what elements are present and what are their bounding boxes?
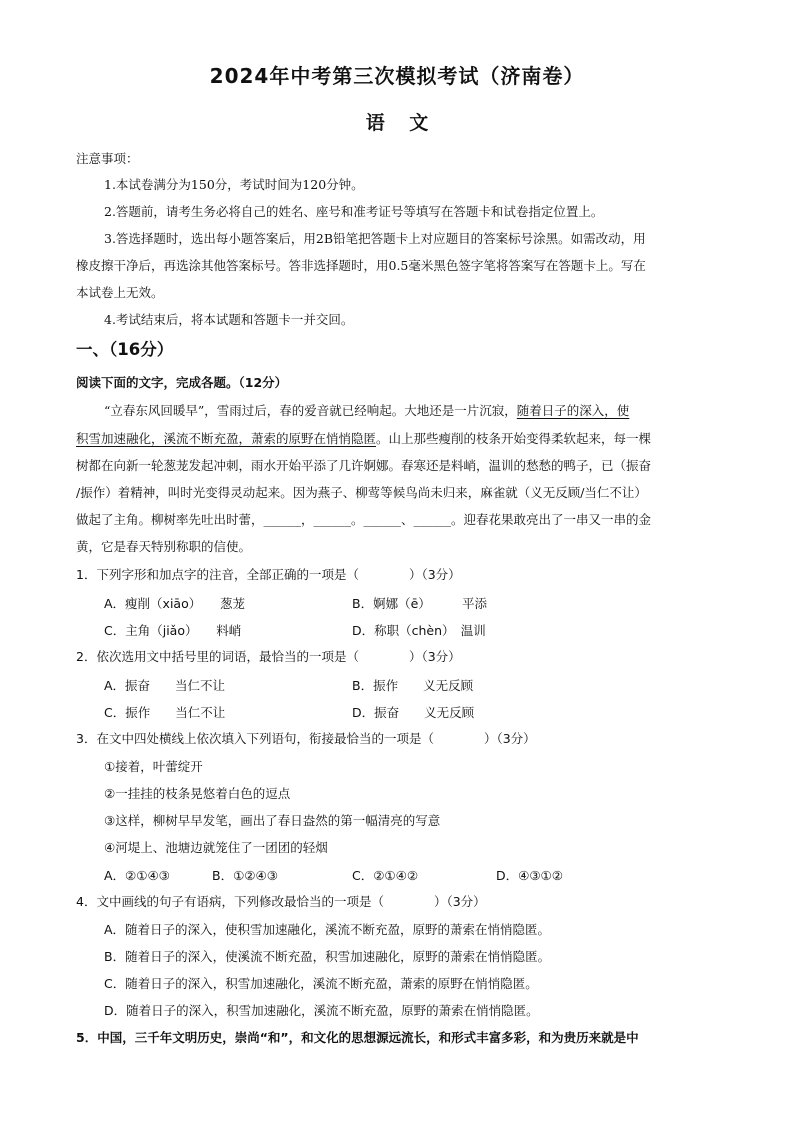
q1-option-d: D．称职（chèn） 温训 xyxy=(352,623,486,638)
passage-line-3: 树都在向新一轮葱茏发起冲刺，雨水开始平添了几许婀娜。春寒还是料峭，温训的愁愁的鸭子，已（振奋 xyxy=(76,458,652,473)
section-heading: 一、（16分） xyxy=(76,340,174,359)
q1-option-c: C．主角（jiǎo） 料峭 xyxy=(104,623,242,638)
question-3-stem: 3．在文中四处横线上依次填入下列语句，衔接最恰当的一项是（ ）（3分） xyxy=(76,731,536,746)
q4-option-b: B．随着日子的深入，使溪流不断充盈，积雪加速融化，原野的萧索在悄悄隐匿。 xyxy=(104,949,551,964)
q1-option-b: B．婀娜（ē） 平添 xyxy=(352,596,488,611)
q2-option-c: C．振作 当仁不让 xyxy=(104,705,226,720)
q1-option-a: A．瘦削（xiāo） 葱茏 xyxy=(104,596,245,611)
exam-title: 2024年中考第三次模拟考试（济南卷） xyxy=(209,64,585,88)
notice-item-3-line-3: 本试卷上无效。 xyxy=(76,285,164,300)
passage-text: “立春东风回暖早”，雪雨过后，春的爱音就已经响起。大地还是一片沉寂， xyxy=(104,403,517,418)
q3-option-d: D．④③①② xyxy=(496,868,563,883)
notice-item-3-line-1: 3.答选择题时，选出每小题答案后，用2B铅笔把答题卡上对应题目的答案标号涂黑。如需改动，用 xyxy=(104,231,646,246)
passage-line-4: /振作）着精神，叫时光变得灵动起来。因为燕子、柳莺等候鸟尚未归来，麻雀就（义无反顾/当仁不让） xyxy=(76,485,647,500)
question-5-stem: 5．中国，三千年文明历史，崇尚“和”，和文化的思想源远流长，和形式丰富多彩，和为贵历来就是中 xyxy=(76,1030,639,1045)
q2-option-b: B．振作 义无反顾 xyxy=(352,678,474,693)
q4-option-c: C．随着日子的深入，积雪加速融化，溪流不断充盈，萧索的原野在悄悄隐匿。 xyxy=(104,976,538,991)
passage-text: 。山上那些瘦削的枝条开始变得柔软起来，每一棵 xyxy=(376,431,652,446)
question-2-stem: 2．依次选用文中括号里的词语，最恰当的一项是（ ）（3分） xyxy=(76,649,461,664)
passage-line-6: 黄，它是春天特别称职的信使。 xyxy=(76,539,252,554)
notice-item-3-line-2: 橡皮擦干净后，再选涂其他答案标号。答非选择题时，用0.5毫米黑色签字笔将答案写在答题卡上。写在 xyxy=(76,258,646,273)
passage-line-5: 做起了主角。柳树率先吐出时蕾，______，______。______、______。迎春花果敢亮出了一串又一串的金 xyxy=(76,512,652,527)
passage-line-1 xyxy=(104,402,629,420)
reading-instruction: 阅读下面的文字，完成各题。（12分） xyxy=(76,375,288,390)
notice-heading: 注意事项： xyxy=(76,151,139,166)
q3-option-a: A．②①④③ xyxy=(104,868,170,883)
question-4-stem: 4．文中画线的句子有语病，下列修改最恰当的一项是（ ）（3分） xyxy=(76,894,486,909)
q3-sentence-4: ④河堤上、池塘边就笼住了一团团的轻烟 xyxy=(104,840,328,855)
q4-option-d: D．随着日子的深入，积雪加速融化，溪流不断充盈，原野的萧索在悄悄隐匿。 xyxy=(104,1003,539,1018)
q3-sentence-2: ②一挂挂的枝条晃悠着白色的逗点 xyxy=(104,786,291,801)
q3-option-b: B．①②④③ xyxy=(212,868,278,883)
notice-item-4: 4.考试结束后，将本试题和答题卡一并交回。 xyxy=(104,312,354,327)
q2-option-d: D．振奋 义无反顾 xyxy=(352,705,475,720)
q4-option-a: A．随着日子的深入，使积雪加速融化，溪流不断充盈，原野的萧索在悄悄隐匿。 xyxy=(104,922,551,937)
q3-sentence-3: ③这样，柳树早早发笔，画出了春日盎然的第一幅清亮的写意 xyxy=(104,813,441,828)
question-1-stem: 1．下列字形和加点字的注音，全部正确的一项是（ ）（3分） xyxy=(76,567,461,582)
notice-item-2: 2.答题前，请考生务必将自己的姓名、座号和准考证号等填写在答题卡和试卷指定位置上。 xyxy=(104,204,604,219)
q3-option-c: C．②①④② xyxy=(352,868,419,883)
underlined-sentence: 积雪加速融化，溪流不断充盈，萧索的原野在悄悄隐匿 xyxy=(76,431,377,446)
q2-option-a: A．振奋 当仁不让 xyxy=(104,678,226,693)
notice-item-1: 1.本试卷满分为150分，考试时间为120分钟。 xyxy=(104,177,364,192)
subject-title: 语 文 xyxy=(365,112,429,134)
underlined-sentence: 随着日子的深入，使 xyxy=(516,403,630,418)
q3-sentence-1: ①接着，叶蕾绽开 xyxy=(104,759,203,774)
passage-line-2 xyxy=(76,430,651,448)
